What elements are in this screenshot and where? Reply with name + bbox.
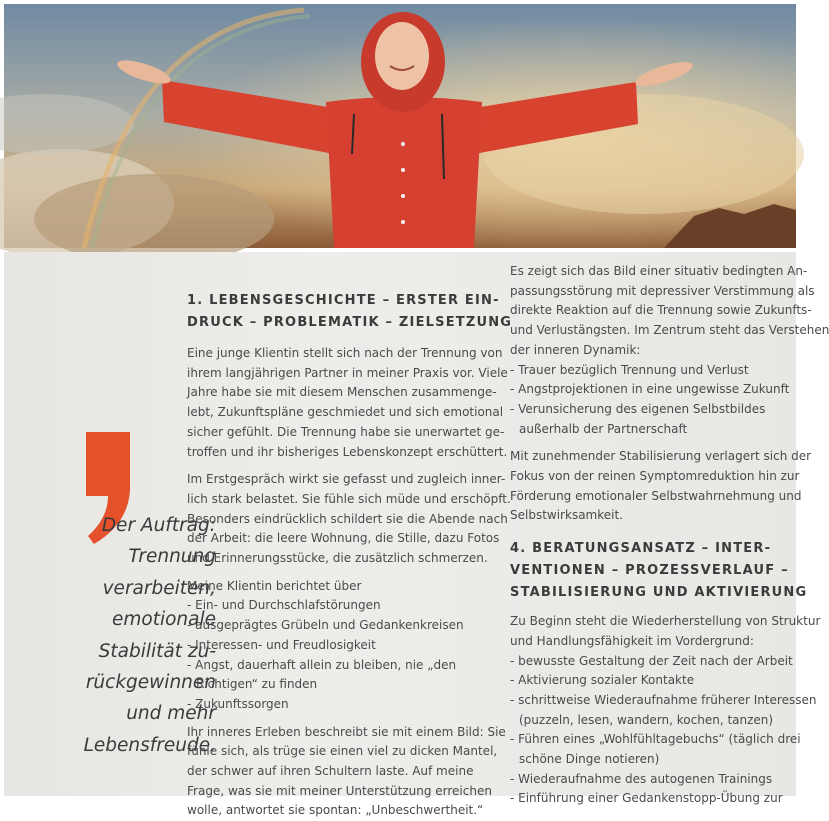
symptom-list — [187, 596, 492, 714]
heading-line: 1. LEBENSGESCHICHTE – ERSTER EIN- — [187, 293, 500, 308]
section-heading-1 — [187, 290, 513, 334]
list-item: - bewusste Gestaltung der Zeit nach der Arbeit — [510, 653, 793, 668]
list-item: - schrittweise Wiederaufnahme früherer Interessen — [510, 692, 817, 707]
text-line: der schwer auf ihren Schultern laste. Auf meine — [187, 764, 474, 779]
paragraph — [187, 470, 511, 569]
list-item: - Verunsicherung des eigenen Selbstbildes — [510, 401, 766, 416]
text-line: troffen und ihr bisheriges Lebenskonzept erschüttert. — [187, 444, 508, 459]
text-line: Zu Beginn steht die Wiederherstellung von Struktur — [510, 614, 821, 629]
text-line: sicher gefühlt. Die Trennung habe sie unerwartet ge- — [187, 424, 505, 439]
text-line: lebt, Zukunftspläne geschmiedet und sich emotional — [187, 405, 504, 420]
text-line: fühle sich, als trüge sie einen viel zu dicken Mantel, — [187, 744, 498, 759]
pull-quote-line: und mehr — [126, 703, 216, 725]
text-line: wolle, antwortet sie spontan: „Unbeschwertheit.“ — [187, 803, 484, 818]
header-photo — [4, 4, 796, 248]
text-column-left — [187, 290, 513, 821]
pull-quote-line: verarbeiten, — [102, 577, 216, 599]
text-line: der inneren Dynamik: — [510, 342, 641, 357]
book-page — [4, 252, 829, 818]
text-column-right — [510, 262, 829, 809]
text-line: passungsstörung mit depressiver Verstimmung als — [510, 283, 815, 298]
heading-line: STABILISIERUNG UND AKTIVIERUNG — [510, 585, 808, 601]
heading-line: VENTIONEN – PROZESSVERLAUF – — [510, 563, 789, 579]
list-intro: Meine Klientin berichtet über — [187, 578, 362, 593]
paragraph — [510, 612, 821, 651]
text-line: Eine junge Klientin stellt sich nach der Trennung von — [187, 346, 503, 360]
text-line: direkte Reaktion auf die Trennung sowie Zukunfts- — [510, 303, 812, 318]
text-line: lich stark belastet. Sie fühle sich müde und erschöpft. — [187, 491, 511, 506]
paragraph — [510, 262, 829, 361]
text-line: Ihr inneres Erleben beschreibt sie mit einem Bild: Sie — [187, 724, 506, 739]
list-item: - Angst, dauerhaft allein zu bleiben, nie „den — [187, 657, 457, 672]
text-line: Besonders eindrücklich schildert sie die Abende nach — [187, 511, 508, 526]
list-item: - Ein- und Durchschlafstörungen — [187, 598, 381, 613]
list-item: - ausgeprägtes Grübeln und Gedankenkreisen — [187, 618, 464, 633]
text-line: und Handlungsfähigkeit im Vordergrund: — [510, 633, 754, 648]
list-item: - Interessen- und Freudlosigkeit — [187, 637, 376, 652]
list-item: schöne Dinge notieren) — [519, 752, 660, 767]
text-line: und Verlustängsten. Im Zentrum steht das Verstehen — [510, 323, 829, 338]
paragraph — [510, 447, 810, 526]
text-line: Fokus von der reinen Symptomreduktion hin zur — [510, 469, 800, 484]
heading-line: DRUCK – PROBLEMATIK – ZIELSETZUNG — [187, 315, 513, 330]
intervention-list — [510, 652, 817, 810]
list-item: - Aktivierung sozialer Kontakte — [510, 673, 695, 688]
list-item: - Führen eines „Wohlfühltagebuchs“ (täglich drei — [510, 732, 801, 747]
list-item: (puzzeln, lesen, wandern, kochen, tanzen) — [519, 712, 774, 727]
paragraph — [187, 723, 506, 821]
text-line: Es zeigt sich das Bild einer situativ bedingten An- — [510, 264, 808, 278]
text-line: Im Erstgespräch wirkt sie gefasst und zugleich inner- — [187, 472, 506, 487]
list-item: Richtigen“ zu finden — [196, 677, 318, 692]
list-item: - Angstprojektionen in eine ungewisse Zukunft — [510, 382, 790, 397]
pull-quote-line: Der Auftrag: — [101, 515, 216, 536]
text-line: Förderung emotionaler Selbstwahrnehmung und — [510, 488, 802, 503]
dynamics-list — [510, 361, 810, 440]
text-line: der Arbeit: die leere Wohnung, die Stille, dazu Fotos — [187, 531, 500, 546]
list-item: - Wiederaufnahme des autogenen Trainings — [510, 771, 773, 786]
list-item: - Zukunftssorgen — [187, 696, 289, 711]
text-line: Mit zunehmender Stabilisierung verlagert sich der — [510, 449, 812, 464]
woman-in-red-raincoat-image — [4, 4, 796, 248]
text-line: ihrem langjährigen Partner in meiner Praxis vor. Viele — [187, 365, 508, 380]
pull-quote-line: Trennung — [128, 546, 216, 568]
pull-quote-line: Lebensfreude. — [83, 734, 216, 756]
pull-quote-line: emotionale — [111, 609, 216, 631]
text-line: Frage, was sie mit meiner Unterstützung erreichen — [187, 783, 492, 798]
list-item: - Trauer bezüglich Trennung und Verlust — [510, 362, 749, 377]
heading-line: 4. BERATUNGSANSATZ – INTER- — [510, 541, 772, 557]
list-item: - Einführung einer Gedankenstopp-Übung zur — [510, 791, 783, 806]
pull-quote-line: Stabilität zu- — [98, 640, 216, 662]
text-line: und Erinnerungsstücke, die zusätzlich schmerzen. — [187, 551, 488, 566]
list-item: außerhalb der Partnerschaft — [519, 421, 688, 436]
paragraph — [187, 344, 508, 462]
text-line: Selbstwirksamkeit. — [510, 508, 623, 523]
section-heading-4 — [510, 538, 810, 604]
text-line: Jahre habe sie mit diesem Menschen zusammenge- — [187, 385, 497, 400]
pull-quote-line: rückgewinnen — [85, 672, 216, 694]
